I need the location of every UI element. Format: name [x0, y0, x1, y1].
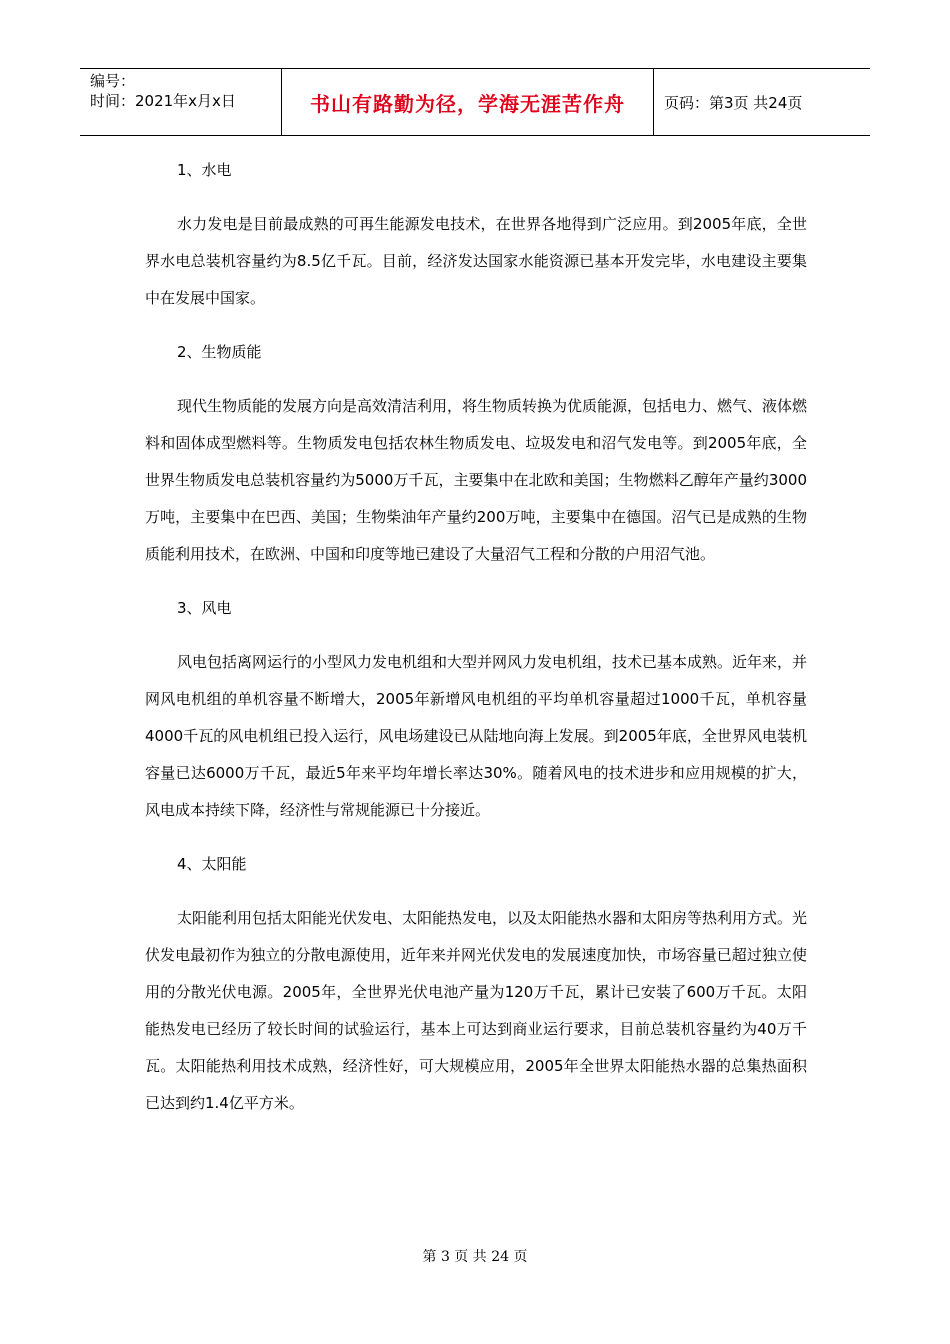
section-paragraph-solar: 太阳能利用包括太阳能光伏发电、太阳能热发电，以及太阳能热水器和太阳房等热利用方式。光伏发电最初作为独立的分散电源使用，近年来并网光伏发电的发展速度加快，市场容量已超过独立使用的分散光伏电源。2005年，全世界光伏电池产量为120万千瓦，累计已安装了600万千瓦。太阳能热发电已经历了较长时间的试验运行，基本上可达到商业运行要求，目前总装机容量约为40万千瓦。太阳能热利用技术成熟，经济性好，可大规模应用，2005年全世界太阳能热水器的总集热面积已达到约1.4亿平方米。 [145, 909, 808, 1112]
section-paragraph-biomass: 现代生物质能的发展方向是高效清洁利用，将生物质转换为优质能源，包括电力、燃气、液体燃料和固体成型燃料等。生物质发电包括农林生物质发电、垃圾发电和沼气发电等。到2005年底，全世界生物质发电总装机容量约为5000万千瓦，主要集中在北欧和美国；生物燃料乙醇年产量约3000万吨，主要集中在巴西、美国；生物柴油年产量约200万吨，主要集中在德国。沼气已是成熟的生物质能利用技术，在欧洲、中国和印度等地已建设了大量沼气工程和分散的户用沼气池。 [145, 397, 808, 563]
header-page-info: 页码：第3页 共24页 [664, 93, 803, 112]
document-body [145, 152, 807, 1139]
section-heading-wind: 3、风电 [177, 599, 232, 617]
document-number-label: 编号： [90, 72, 136, 90]
header-meta [80, 69, 282, 135]
section-paragraph-hydropower: 水力发电是目前最成熟的可再生能源发电技术，在世界各地得到广泛应用。到2005年底，全世界水电总装机容量约为8.5亿千瓦。目前，经济发达国家水能资源已基本开发完毕，水电建设主要集中在发展中国家。 [145, 215, 807, 307]
section-heading-hydropower: 1、水电 [177, 161, 232, 179]
section-paragraph-wind: 风电包括离网运行的小型风力发电机组和大型并网风力发电机组，技术已基本成熟。近年来，并网风电机组的单机容量不断增大，2005年新增风电机组的平均单机容量超过1000千瓦，单机容量4000千瓦的风电机组已投入运行，风电场建设已从陆地向海上发展。到2005年底，全世界风电装机容量已达6000万千瓦，最近5年来平均年增长率达30%。随着风电的技术进步和应用规模的扩大，风电成本持续下降，经济性与常规能源已十分接近。 [145, 653, 808, 819]
page-footer-number: 第 3 页 共 24 页 [422, 1249, 528, 1265]
section-heading-biomass: 2、生物质能 [177, 343, 262, 361]
document-date: 时间：2021年x月x日 [90, 92, 236, 110]
header-motto: 书山有路勤为径，学海无涯苦作舟 [282, 69, 654, 135]
section-heading-solar: 4、太阳能 [177, 855, 247, 873]
page-header [80, 68, 870, 136]
